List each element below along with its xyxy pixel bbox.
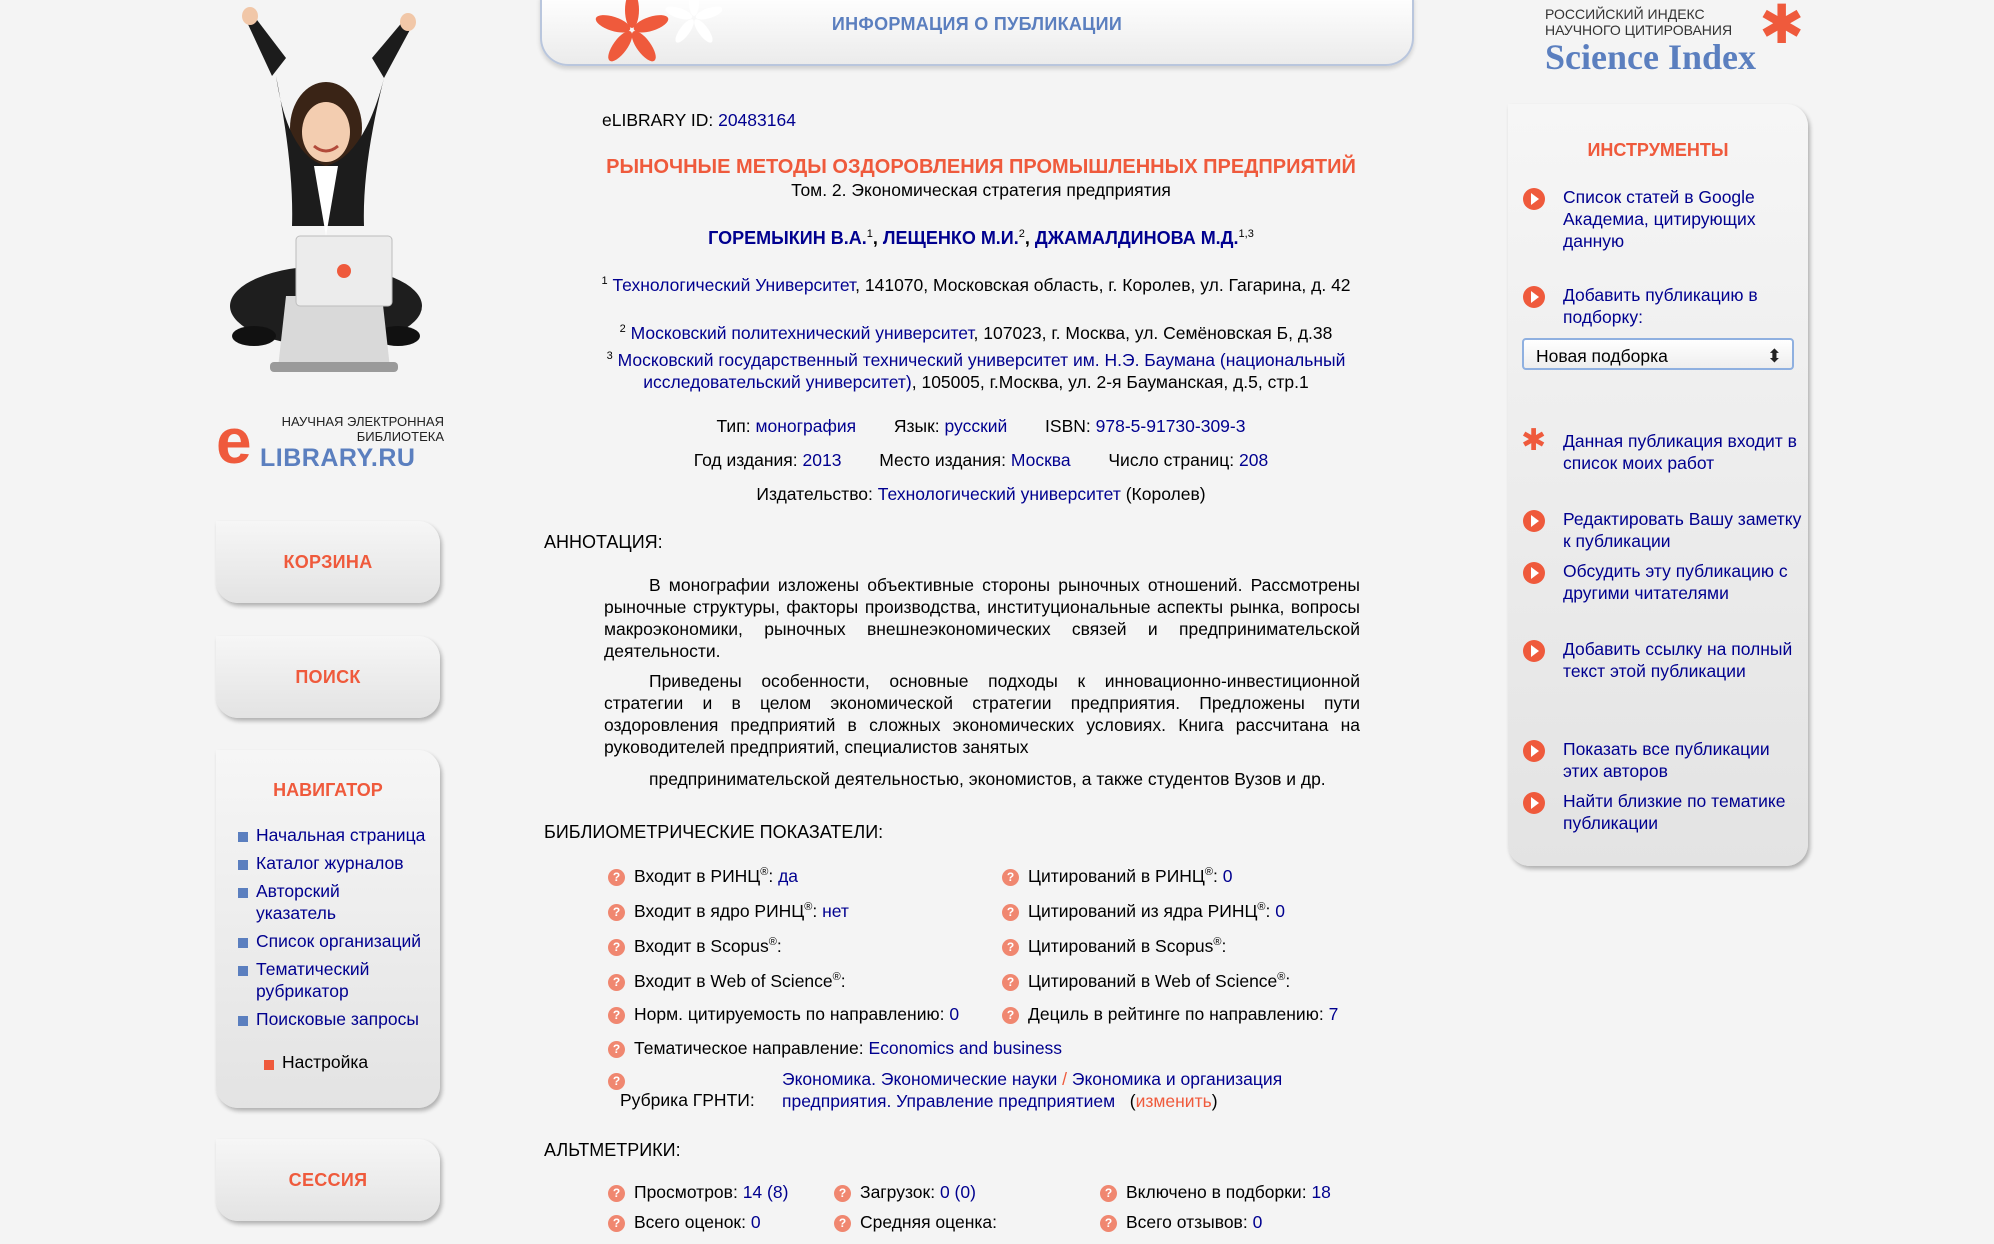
tool-label: Список статей в Google Академиа, цитирующих данную bbox=[1563, 187, 1756, 251]
arrow-right-icon bbox=[1523, 792, 1545, 814]
metric-label: Входит в Web of Science bbox=[634, 971, 833, 991]
annotation-heading: АННОТАЦИЯ: bbox=[544, 532, 663, 552]
affiliation-org-link[interactable]: Технологический Университет bbox=[612, 274, 856, 295]
metric-avg-rating bbox=[834, 1212, 997, 1233]
tool-label: Добавить публикацию в подборку: bbox=[1563, 285, 1758, 327]
metric-label: Просмотров: bbox=[634, 1182, 738, 1202]
bullet-icon bbox=[238, 938, 248, 948]
annotation-paragraph: предпринимательской деятельностью, экономистов, а также студентов Вузов и др. bbox=[649, 769, 1326, 789]
annotation-paragraph: Приведены особенности, основные подходы к инновационно-инвестиционной стратегии и в целом экономической стратегии предприятия. Предложены пути оздоровления предприятий в сложных экономических условиях. Книга рассчитана на руководителей предприятий, специалистов занятых bbox=[604, 671, 1360, 757]
metric-label: Тематическое направление: bbox=[634, 1038, 864, 1058]
arrow-right-icon bbox=[1523, 640, 1545, 662]
tools-panel bbox=[1508, 104, 1808, 866]
year-label: Год издания: bbox=[693, 450, 798, 470]
bullet-icon bbox=[238, 860, 248, 870]
help-icon[interactable]: ? bbox=[834, 1215, 851, 1232]
author-affiliation-sup: 1,3 bbox=[1238, 228, 1254, 240]
registered-mark: ® bbox=[832, 971, 841, 984]
nav-item-organizations[interactable] bbox=[256, 930, 436, 952]
bibliometrics-heading: БИБЛИОМЕТРИЧЕСКИЕ ПОКАЗАТЕЛИ: bbox=[544, 822, 884, 842]
help-icon[interactable]: ? bbox=[608, 1215, 625, 1232]
metric-value[interactable]: 0 bbox=[1222, 866, 1233, 886]
registered-mark: ® bbox=[1204, 866, 1213, 879]
affiliation-org-link[interactable]: Московский государственный технический университет им. Н.Э. Баумана (национальный исследовательский университет) bbox=[617, 349, 1346, 392]
bullet-icon bbox=[238, 832, 248, 842]
metric-label: Цитирований в Web of Science bbox=[1028, 971, 1278, 991]
elibrary-id bbox=[602, 110, 796, 131]
metric-label: Входит в ядро РИНЦ bbox=[634, 901, 805, 921]
author-affiliation-sup: 1 bbox=[866, 228, 873, 240]
pages-label: Число страниц: bbox=[1108, 450, 1235, 470]
elibrary-logo[interactable] bbox=[214, 405, 444, 480]
nav-item-label: Список организаций bbox=[256, 931, 422, 951]
place-label: Место издания: bbox=[879, 450, 1007, 470]
help-icon[interactable]: ? bbox=[608, 1185, 625, 1202]
affiliation-num: 1 bbox=[601, 275, 608, 287]
science-index-logo[interactable] bbox=[1545, 0, 1805, 82]
tool-label: Добавить ссылку на полный текст этой публикации bbox=[1563, 639, 1793, 681]
nav-item-label: Тематический рубрикатор bbox=[256, 959, 370, 1001]
metric-value[interactable]: 0 bbox=[949, 1004, 960, 1024]
science-index-brand: Science Index bbox=[1545, 37, 1756, 77]
affiliation bbox=[592, 318, 1360, 344]
publisher-city: (Королев) bbox=[1125, 484, 1206, 504]
in-my-list-link[interactable] bbox=[1521, 424, 1803, 474]
nav-item-journals[interactable] bbox=[256, 852, 436, 874]
metric-collections bbox=[1100, 1182, 1331, 1203]
bullet-icon bbox=[238, 888, 248, 898]
affiliation-address: , 105005, г.Москва, ул. 2-я Бауманская, д.5, стр.1 bbox=[911, 371, 1309, 392]
navigator-panel bbox=[216, 750, 440, 1108]
google-scholar-link[interactable] bbox=[1563, 186, 1803, 252]
grnti-separator: / bbox=[1062, 1069, 1067, 1089]
author-affiliation-sup: 2 bbox=[1018, 228, 1025, 240]
nav-item-label: Поисковые запросы bbox=[256, 1009, 419, 1029]
publisher-row bbox=[556, 484, 1406, 505]
affiliation-address: , 141070, Московская область, г. Королев, ул. Гагарина, д. 42 bbox=[855, 274, 1351, 295]
nav-item-label: Начальная страница bbox=[256, 825, 426, 845]
metric-label: Цитирований в РИНЦ bbox=[1028, 866, 1205, 886]
tool-label: Данная публикация входит в список моих работ bbox=[1563, 431, 1797, 473]
search-button[interactable]: ПОИСК bbox=[216, 636, 440, 718]
help-icon[interactable]: ? bbox=[1002, 939, 1019, 956]
grnti-label: Рубрика ГРНТИ: bbox=[620, 1090, 755, 1110]
help-icon[interactable]: ? bbox=[608, 1073, 625, 1090]
metric-label: Цитирований в Scopus bbox=[1028, 936, 1214, 956]
page-title: ИНФОРМАЦИЯ О ПУБЛИКАЦИИ bbox=[831, 14, 1123, 34]
header-tab bbox=[540, 0, 1414, 66]
nav-item-home[interactable] bbox=[256, 824, 436, 846]
grnti-link[interactable]: Экономика и организация предприятия. Управление предприятием bbox=[782, 1069, 1283, 1111]
help-icon[interactable]: ? bbox=[608, 904, 625, 921]
metric-value[interactable]: да bbox=[778, 866, 799, 886]
affiliation-org-link[interactable]: Московский политехнический университет bbox=[630, 322, 974, 343]
help-icon[interactable]: ? bbox=[1100, 1185, 1117, 1202]
help-icon[interactable]: ? bbox=[608, 869, 625, 886]
metric-rinc-core: ? Входит в ядро РИНЦ®: нет bbox=[608, 901, 849, 922]
metric-label: Всего отзывов: bbox=[1126, 1212, 1248, 1232]
elibrary-logo-line2: БИБЛИОТЕКА bbox=[356, 429, 444, 444]
elibrary-logo-e: e bbox=[216, 405, 252, 477]
arrow-right-icon bbox=[1523, 562, 1545, 584]
arrow-right-icon bbox=[1523, 188, 1545, 210]
publisher-link[interactable]: Технологический университет bbox=[877, 484, 1121, 504]
bullet-icon bbox=[238, 1016, 248, 1026]
nav-item-rubricator[interactable] bbox=[256, 958, 386, 1002]
isbn-label: ISBN: bbox=[1045, 416, 1091, 436]
metric-value[interactable]: 0 bbox=[750, 1212, 761, 1232]
session-button[interactable]: СЕССИЯ bbox=[216, 1139, 440, 1221]
grnti-value: Экономика. Экономические науки / Экономика и организация предприятия. Управление предприятием (изменить) bbox=[782, 1069, 1283, 1111]
metric-label: Всего оценок: bbox=[634, 1212, 746, 1232]
metric-rinc-in: ? Входит в РИНЦ®: да bbox=[608, 866, 798, 887]
author-link[interactable]: ЛЕЩЕНКО М.И. bbox=[882, 228, 1019, 248]
affiliation-num: 2 bbox=[619, 323, 626, 335]
nav-item-label: Каталог журналов bbox=[256, 853, 404, 873]
metric-value[interactable]: 0 bbox=[1252, 1212, 1263, 1232]
metric-value[interactable]: нет bbox=[822, 901, 849, 921]
metric-label: Цитирований из ядра РИНЦ bbox=[1028, 901, 1258, 921]
bullet-icon bbox=[238, 966, 248, 976]
publisher-label: Издательство: bbox=[756, 484, 873, 504]
metric-label: Загрузок: bbox=[860, 1182, 936, 1202]
metric-citations-rinc: ? Цитирований в РИНЦ®: 0 bbox=[1002, 866, 1232, 887]
registered-mark: ® bbox=[1213, 936, 1222, 949]
metric-value[interactable]: 0 (0) bbox=[939, 1182, 976, 1202]
metric-value[interactable]: Economics and business bbox=[868, 1038, 1063, 1058]
registered-mark: ® bbox=[760, 866, 769, 879]
collection-select-value: Новая подборка bbox=[1536, 346, 1668, 366]
affiliation bbox=[592, 270, 1360, 296]
metric-scopus-in: ? Входит в Scopus®: bbox=[608, 936, 782, 957]
discuss-link[interactable] bbox=[1563, 560, 1803, 604]
metric-downloads bbox=[834, 1182, 976, 1203]
add-fulltext-link[interactable] bbox=[1563, 638, 1803, 682]
hero-illustration bbox=[214, 6, 444, 378]
navigator-title: НАВИГАТОР bbox=[273, 780, 383, 800]
registered-mark: ® bbox=[768, 936, 777, 949]
place-value[interactable]: Москва bbox=[1010, 450, 1071, 470]
help-icon[interactable]: ? bbox=[1002, 869, 1019, 886]
similar-publications-link[interactable] bbox=[1563, 790, 1803, 834]
help-icon[interactable]: ? bbox=[608, 1041, 625, 1058]
help-icon[interactable]: ? bbox=[608, 1007, 625, 1024]
help-icon[interactable]: ? bbox=[1100, 1215, 1117, 1232]
publication-type-row bbox=[556, 416, 1406, 437]
select-arrows-icon: ⬍ bbox=[1766, 346, 1782, 366]
publication-subtitle: Том. 2. Экономическая стратегия предприятия bbox=[791, 180, 1171, 200]
metric-wos-in: ? Входит в Web of Science®: bbox=[608, 971, 846, 992]
tools-title: ИНСТРУМЕНТЫ bbox=[1587, 140, 1729, 160]
nav-item-authors[interactable] bbox=[256, 880, 366, 924]
annotation-paragraph: В монографии изложены объективные стороны рыночных отношений. Рассмотрены рыночные структуры, факторы производства, институциональные аспекты рынка, вопросы макроэкономики, рыночных внешнеэкономических связей и предпринимательской деятельности. bbox=[604, 575, 1360, 661]
affiliation bbox=[592, 345, 1360, 393]
asterisk-icon: ✱ bbox=[1759, 0, 1805, 55]
elibrary-id-label: eLIBRARY ID: bbox=[602, 110, 714, 130]
metric-value[interactable]: 14 (8) bbox=[742, 1182, 789, 1202]
altmetrics-heading: АЛЬТМЕТРИКИ: bbox=[544, 1140, 681, 1160]
elibrary-logo-brand: LIBRARY.RU bbox=[260, 444, 416, 472]
help-icon[interactable]: ? bbox=[1002, 974, 1019, 991]
help-icon-grnti bbox=[608, 1070, 634, 1091]
edit-note-link[interactable] bbox=[1563, 508, 1803, 552]
type-value[interactable]: монография bbox=[755, 416, 857, 436]
metric-value[interactable]: 0 bbox=[1275, 901, 1285, 921]
arrow-right-icon bbox=[1523, 740, 1545, 762]
help-icon[interactable]: ? bbox=[1002, 904, 1019, 921]
metric-label: Норм. цитируемость по направлению: bbox=[634, 1004, 945, 1024]
nav-item-settings[interactable] bbox=[282, 1052, 368, 1073]
metric-label: Дециль в рейтинге по направлению: bbox=[1028, 1004, 1324, 1024]
arrow-right-icon bbox=[1523, 510, 1545, 532]
metric-reviews bbox=[1100, 1212, 1262, 1233]
add-to-collection-link[interactable] bbox=[1563, 284, 1803, 328]
metric-value[interactable]: 18 bbox=[1311, 1182, 1331, 1202]
grnti-link[interactable]: Экономика. Экономические науки bbox=[782, 1069, 1058, 1089]
tool-label: Показать все публикации этих авторов bbox=[1563, 739, 1770, 781]
metric-thematic bbox=[608, 1038, 1062, 1059]
language-label: Язык: bbox=[893, 416, 940, 436]
pages-value[interactable]: 208 bbox=[1239, 450, 1269, 470]
affiliation-num: 3 bbox=[606, 350, 613, 362]
asterisk-icon: ✱ bbox=[1521, 424, 1547, 457]
arrow-right-icon bbox=[1523, 286, 1545, 308]
language-value[interactable]: русский bbox=[944, 416, 1008, 436]
metric-label: Средняя оценка: bbox=[860, 1212, 998, 1232]
nav-item-label: Авторский указатель bbox=[256, 881, 340, 923]
nav-item-queries[interactable] bbox=[256, 1008, 436, 1030]
metric-label: Входит в РИНЦ bbox=[634, 866, 761, 886]
metric-value[interactable]: 7 bbox=[1328, 1004, 1339, 1024]
tool-label: Редактировать Вашу заметку к публикации bbox=[1563, 509, 1802, 551]
science-index-line1: РОССИЙСКИЙ ИНДЕКС bbox=[1545, 6, 1705, 22]
author-link[interactable]: ГОРЕМЫКИН В.А. bbox=[708, 228, 867, 248]
metric-decile bbox=[1002, 1004, 1338, 1025]
help-icon[interactable]: ? bbox=[834, 1185, 851, 1202]
metric-citations-wos: ? Цитирований в Web of Science®: bbox=[1002, 971, 1290, 992]
metric-citations-scopus: ? Цитирований в Scopus®: bbox=[1002, 936, 1226, 957]
collection-select[interactable] bbox=[1522, 338, 1794, 370]
affiliation-address: , 107023, г. Москва, ул. Семёновская Б, д.38 bbox=[973, 322, 1333, 343]
registered-mark: ® bbox=[1257, 901, 1266, 914]
tool-label: Найти близкие по тематике публикации bbox=[1563, 791, 1786, 833]
publication-year-row bbox=[556, 450, 1406, 471]
registered-mark: ® bbox=[804, 901, 813, 914]
authors: ГОРЕМЫКИН В.А.$^1$, ЛЕЩЕНКО М.И.$^2$, ДЖАМАЛДИНОВА М.Д.$^{1,3}$ bbox=[708, 228, 1254, 248]
grnti-change-link[interactable]: изменить bbox=[1135, 1091, 1212, 1111]
metric-ratings bbox=[608, 1212, 761, 1233]
metric-views bbox=[608, 1182, 788, 1203]
science-index-line2: НАУЧНОГО ЦИТИРОВАНИЯ bbox=[1545, 22, 1733, 38]
year-value[interactable]: 2013 bbox=[802, 450, 842, 470]
help-icon[interactable]: ? bbox=[1002, 1007, 1019, 1024]
isbn-value[interactable]: 978-5-91730-309-3 bbox=[1095, 416, 1246, 436]
type-label: Тип: bbox=[716, 416, 751, 436]
help-icon[interactable]: ? bbox=[608, 974, 625, 991]
author-link[interactable]: ДЖАМАЛДИНОВА М.Д. bbox=[1034, 228, 1239, 248]
bullet-icon bbox=[264, 1060, 274, 1070]
tool-label: Обсудить эту публикацию с другими читателями bbox=[1563, 561, 1788, 603]
registered-mark: ® bbox=[1277, 971, 1286, 984]
cart-button[interactable]: КОРЗИНА bbox=[216, 521, 440, 603]
show-author-publications-link[interactable] bbox=[1563, 738, 1803, 782]
help-icon[interactable]: ? bbox=[608, 939, 625, 956]
metric-norm-citation bbox=[608, 1004, 959, 1025]
elibrary-id-value[interactable]: 20483164 bbox=[718, 110, 796, 130]
elibrary-logo-line1: НАУЧНАЯ ЭЛЕКТРОННАЯ bbox=[281, 414, 444, 429]
publication-title: РЫНОЧНЫЕ МЕТОДЫ ОЗДОРОВЛЕНИЯ ПРОМЫШЛЕННЫХ ПРЕДПРИЯТИЙ bbox=[606, 156, 1356, 178]
metric-label: Входит в Scopus bbox=[634, 936, 769, 956]
metric-label: Включено в подборки: bbox=[1126, 1182, 1307, 1202]
metric-citations-core: ? Цитирований из ядра РИНЦ®: 0 bbox=[1002, 901, 1285, 922]
nav-item-label: Настройка bbox=[282, 1052, 369, 1072]
